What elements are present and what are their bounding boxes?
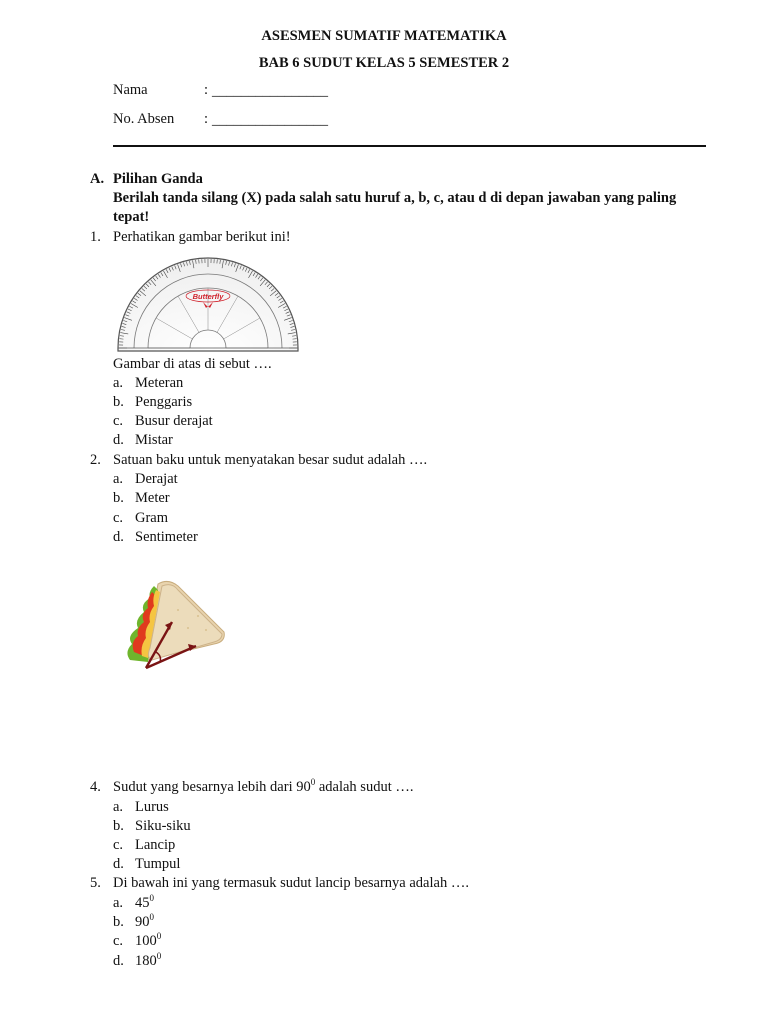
q5-text: Di bawah ini yang termasuk sudut lancip besarnya adalah ….	[113, 875, 469, 891]
q1-number: 1.	[90, 229, 101, 245]
name-blank: ________________	[212, 83, 328, 99]
q4-option-a: Lurus	[135, 799, 169, 815]
q4-option-c: Lancip	[135, 837, 176, 853]
doc-title: ASESMEN SUMATIF MATEMATIKA	[261, 28, 507, 44]
q2-option-c: Gram	[135, 510, 169, 526]
instruction-line-2: tepat!	[113, 209, 150, 225]
absen-colon: :	[204, 111, 209, 127]
q5-number: 5.	[90, 875, 101, 891]
q2-option-a-letter: a.	[113, 471, 124, 487]
q2-option-c-letter: c.	[113, 510, 124, 526]
q5-option-c: $100^0$	[135, 931, 162, 949]
q1-option-a: Meteran	[135, 375, 184, 391]
q5-option-c-letter: c.	[113, 933, 124, 949]
q1-option-b: Penggaris	[135, 394, 193, 410]
q4-number: 4.	[90, 779, 101, 795]
name-label: Nama	[113, 82, 148, 98]
q4-option-b-letter: b.	[113, 818, 124, 834]
q4-option-d: Tumpul	[135, 856, 181, 872]
q1-option-d-letter: d.	[113, 432, 124, 448]
q4-option-c-letter: c.	[113, 837, 124, 853]
q1-option-c-letter: c.	[113, 413, 124, 429]
q2-option-b-letter: b.	[113, 490, 124, 506]
section-letter: A.	[90, 171, 105, 187]
section-title: Pilihan Ganda	[113, 171, 203, 187]
absen-label: No. Absen	[113, 111, 175, 127]
q2-text: Satuan baku untuk menyatakan besar sudut adalah ….	[113, 452, 428, 468]
q2-number: 2.	[90, 452, 101, 468]
q4-option-b: Siku-siku	[135, 818, 191, 834]
q4-option-d-letter: d.	[113, 856, 124, 872]
protractor-brand: Butterfly	[192, 292, 224, 301]
doc-subtitle: BAB 6 SUDUT KELAS 5 SEMESTER 2	[258, 55, 510, 71]
sandwich-angle-image	[118, 576, 228, 672]
q5-option-a: $45^0$	[135, 893, 154, 911]
q2-option-a: Derajat	[135, 471, 178, 487]
protractor-image	[114, 250, 302, 353]
q1-text: Perhatikan gambar berikut ini!	[113, 229, 291, 245]
q1-option-a-letter: a.	[113, 375, 124, 391]
q1-option-d: Mistar	[135, 432, 173, 448]
q5-option-a-letter: a.	[113, 895, 124, 911]
q5-option-d-letter: d.	[113, 953, 124, 969]
q4-text: Sudut yang besarnya lebih dari $90^0$ adalah sudut ….	[113, 777, 414, 795]
q4-option-a-letter: a.	[113, 799, 124, 815]
q5-option-b: $90^0$	[135, 912, 154, 930]
q1-caption: Gambar di atas di sebut ….	[113, 356, 272, 372]
header-divider	[113, 145, 706, 147]
name-colon: :	[204, 82, 209, 98]
q1-option-b-letter: b.	[113, 394, 124, 410]
absen-blank: ________________	[212, 112, 328, 128]
q2-option-d-letter: d.	[113, 529, 124, 545]
q1-option-c: Busur derajat	[135, 413, 213, 429]
q2-option-d: Sentimeter	[135, 529, 198, 545]
q5-option-b-letter: b.	[113, 914, 124, 930]
instruction-line-1: Berilah tanda silang (X) pada salah satu huruf a, b, c, atau d di depan jawaban yang paling	[113, 190, 677, 206]
q5-option-d: $180^0$	[135, 951, 162, 969]
q2-option-b: Meter	[135, 490, 170, 506]
